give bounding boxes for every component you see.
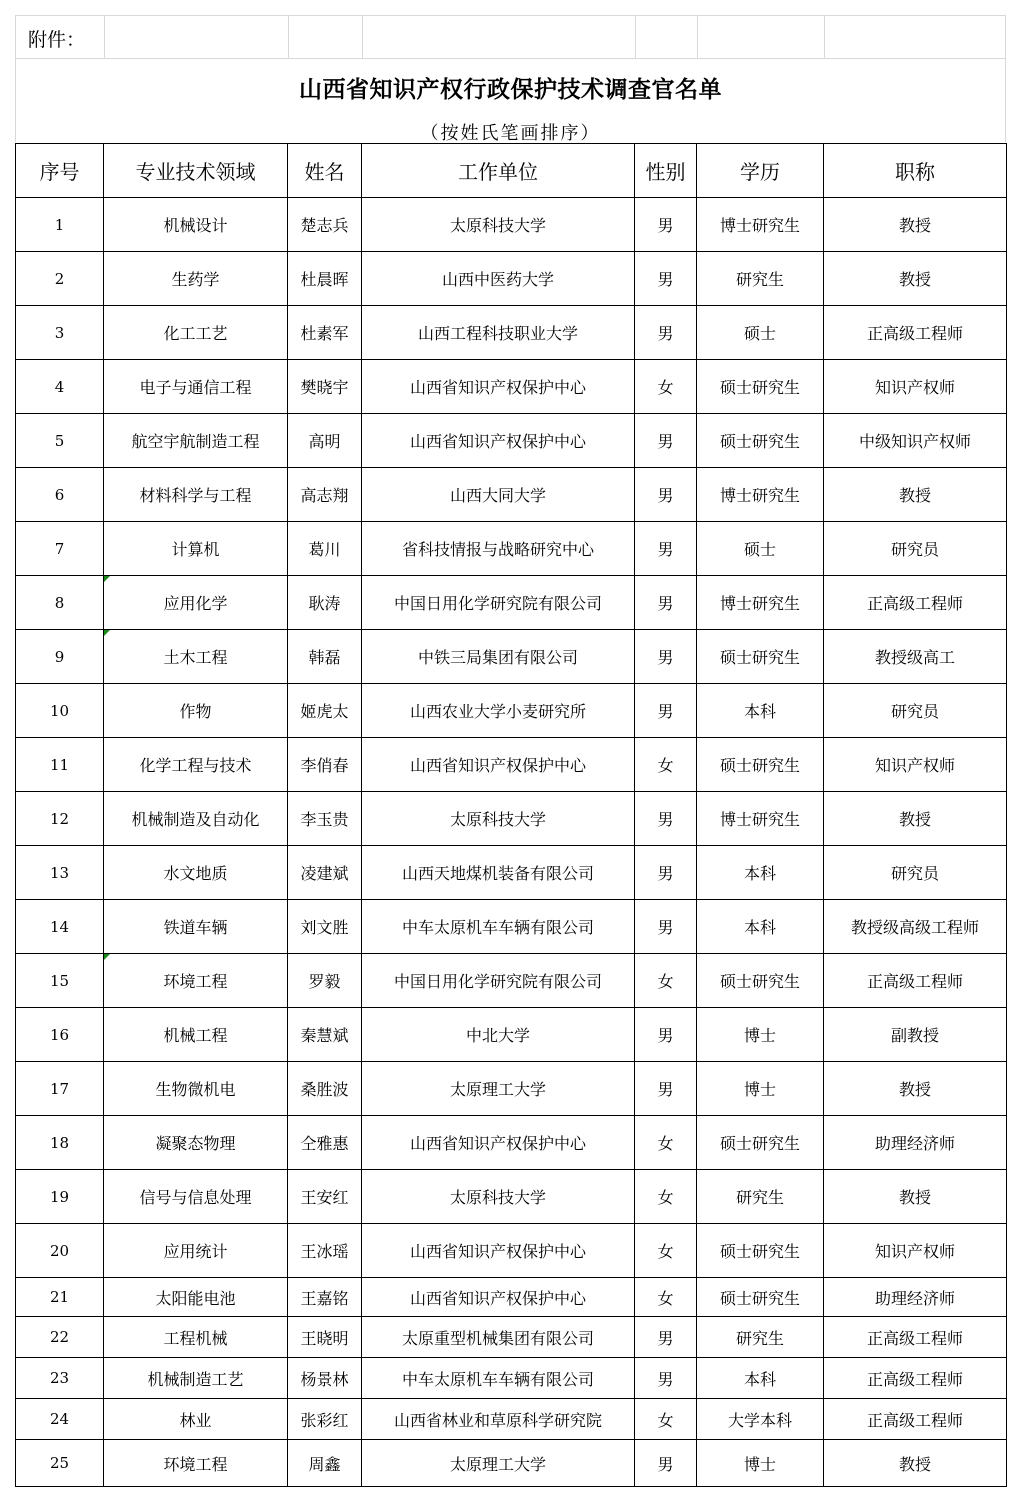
cell-education: 本科 xyxy=(697,900,824,954)
cell-gender: 男 xyxy=(635,1358,697,1399)
cell-seq: 7 xyxy=(16,522,104,576)
cell-field: 机械制造及自动化 xyxy=(104,792,288,846)
cell-title: 正高级工程师 xyxy=(824,1358,1007,1399)
cell-name: 周鑫 xyxy=(288,1440,362,1487)
cell-seq: 6 xyxy=(16,468,104,522)
cell-seq: 24 xyxy=(16,1399,104,1440)
cell-unit: 山西大同大学 xyxy=(362,468,635,522)
cell-unit: 山西省知识产权保护中心 xyxy=(362,1224,635,1278)
header-row xyxy=(16,144,1007,198)
cell-field: 机械设计 xyxy=(104,198,288,252)
cell-education: 硕士研究生 xyxy=(697,630,824,684)
header-unit: 工作单位 xyxy=(362,144,635,198)
cell-gender: 女 xyxy=(635,1278,697,1317)
table-row xyxy=(16,630,1007,684)
cell-unit: 中车太原机车车辆有限公司 xyxy=(362,900,635,954)
cell-seq: 13 xyxy=(16,846,104,900)
cell-title: 研究员 xyxy=(824,684,1007,738)
table-row xyxy=(16,1116,1007,1170)
cell-education: 硕士 xyxy=(697,306,824,360)
cell-field: 环境工程 xyxy=(104,954,288,1008)
cell-field: 水文地质 xyxy=(104,846,288,900)
cell-title: 正高级工程师 xyxy=(824,1317,1007,1358)
cell-title: 中级知识产权师 xyxy=(824,414,1007,468)
cell-seq: 5 xyxy=(16,414,104,468)
cell-field: 电子与通信工程 xyxy=(104,360,288,414)
cell-education: 硕士研究生 xyxy=(697,954,824,1008)
table-row xyxy=(16,792,1007,846)
cell-unit: 太原科技大学 xyxy=(362,1170,635,1224)
cell-gender: 女 xyxy=(635,954,697,1008)
cell-name: 王安红 xyxy=(288,1170,362,1224)
cell-title: 教授 xyxy=(824,468,1007,522)
cell-unit: 省科技情报与战略研究中心 xyxy=(362,522,635,576)
cell-title: 副教授 xyxy=(824,1008,1007,1062)
cell-gender: 男 xyxy=(635,522,697,576)
annex-label: 附件： xyxy=(28,29,86,51)
table-row xyxy=(16,1399,1007,1440)
cell-name: 凌建斌 xyxy=(288,846,362,900)
roster-body xyxy=(16,198,1007,1487)
table-row xyxy=(16,1062,1007,1116)
cell-field: 太阳能电池 xyxy=(104,1278,288,1317)
cell-title: 正高级工程师 xyxy=(824,1399,1007,1440)
cell-seq: 9 xyxy=(16,630,104,684)
cell-education: 博士 xyxy=(697,1008,824,1062)
cell-seq: 1 xyxy=(16,198,104,252)
cell-title: 教授 xyxy=(824,792,1007,846)
cell-name: 高明 xyxy=(288,414,362,468)
header-education: 学历 xyxy=(697,144,824,198)
cell-gender: 男 xyxy=(635,198,697,252)
cell-gender: 男 xyxy=(635,468,697,522)
cell-unit: 山西省知识产权保护中心 xyxy=(362,414,635,468)
cell-name: 樊晓宇 xyxy=(288,360,362,414)
cell-field: 应用统计 xyxy=(104,1224,288,1278)
cell-education: 本科 xyxy=(697,684,824,738)
cell-title: 教授 xyxy=(824,198,1007,252)
cell-gender: 女 xyxy=(635,1170,697,1224)
cell-education: 大学本科 xyxy=(697,1399,824,1440)
cell-title: 正高级工程师 xyxy=(824,306,1007,360)
cell-education: 硕士研究生 xyxy=(697,738,824,792)
cell-seq: 14 xyxy=(16,900,104,954)
cell-unit: 山西工程科技职业大学 xyxy=(362,306,635,360)
cell-seq: 25 xyxy=(16,1440,104,1487)
cell-title: 教授级高级工程师 xyxy=(824,900,1007,954)
cell-gender: 男 xyxy=(635,792,697,846)
cell-gender: 男 xyxy=(635,630,697,684)
cell-field: 生药学 xyxy=(104,252,288,306)
cell-field: 机械工程 xyxy=(104,1008,288,1062)
cell-seq: 4 xyxy=(16,360,104,414)
header-seq: 序号 xyxy=(16,144,104,198)
table-row xyxy=(16,900,1007,954)
cell-unit: 中国日用化学研究院有限公司 xyxy=(362,576,635,630)
cell-unit: 山西省知识产权保护中心 xyxy=(362,738,635,792)
cell-name: 张彩红 xyxy=(288,1399,362,1440)
cell-name: 韩磊 xyxy=(288,630,362,684)
cell-name: 楚志兵 xyxy=(288,198,362,252)
cell-title: 知识产权师 xyxy=(824,360,1007,414)
table-row xyxy=(16,846,1007,900)
cell-field: 材料科学与工程 xyxy=(104,468,288,522)
cell-seq: 17 xyxy=(16,1062,104,1116)
cell-name: 王嘉铭 xyxy=(288,1278,362,1317)
table-row xyxy=(16,252,1007,306)
cell-seq: 3 xyxy=(16,306,104,360)
roster-table xyxy=(15,143,1007,1487)
cell-field: 化工工艺 xyxy=(104,306,288,360)
cell-unit: 太原理工大学 xyxy=(362,1440,635,1487)
cell-name: 李俏春 xyxy=(288,738,362,792)
header-gender: 性别 xyxy=(635,144,697,198)
cell-education: 博士研究生 xyxy=(697,468,824,522)
cell-unit: 中铁三局集团有限公司 xyxy=(362,630,635,684)
table-row xyxy=(16,1008,1007,1062)
table-row xyxy=(16,522,1007,576)
cell-field: 计算机 xyxy=(104,522,288,576)
cell-title: 助理经济师 xyxy=(824,1116,1007,1170)
cell-seq: 10 xyxy=(16,684,104,738)
cell-title: 教授 xyxy=(824,1062,1007,1116)
cell-unit: 中北大学 xyxy=(362,1008,635,1062)
cell-title: 教授 xyxy=(824,252,1007,306)
annex-row xyxy=(16,15,1005,59)
page-title: 山西省知识产权行政保护技术调查官名单 xyxy=(299,76,722,103)
cell-seq: 22 xyxy=(16,1317,104,1358)
cell-gender: 男 xyxy=(635,414,697,468)
cell-seq: 19 xyxy=(16,1170,104,1224)
cell-seq: 12 xyxy=(16,792,104,846)
cell-name: 刘文胜 xyxy=(288,900,362,954)
header-title: 职称 xyxy=(824,144,1007,198)
table-row xyxy=(16,1224,1007,1278)
cell-title: 知识产权师 xyxy=(824,738,1007,792)
cell-gender: 男 xyxy=(635,1440,697,1487)
cell-name: 葛川 xyxy=(288,522,362,576)
cell-education: 本科 xyxy=(697,1358,824,1399)
cell-name: 王晓明 xyxy=(288,1317,362,1358)
table-row xyxy=(16,1440,1007,1487)
cell-title: 研究员 xyxy=(824,522,1007,576)
cell-unit: 山西天地煤机装备有限公司 xyxy=(362,846,635,900)
cell-unit: 太原科技大学 xyxy=(362,198,635,252)
cell-field: 机械制造工艺 xyxy=(104,1358,288,1399)
table-row xyxy=(16,738,1007,792)
cell-gender: 男 xyxy=(635,1008,697,1062)
cell-name: 高志翔 xyxy=(288,468,362,522)
table-row xyxy=(16,954,1007,1008)
cell-gender: 女 xyxy=(635,738,697,792)
cell-title: 正高级工程师 xyxy=(824,954,1007,1008)
table-row xyxy=(16,306,1007,360)
cell-gender: 男 xyxy=(635,1317,697,1358)
table-row xyxy=(16,1278,1007,1317)
cell-unit: 太原科技大学 xyxy=(362,792,635,846)
cell-education: 硕士研究生 xyxy=(697,1224,824,1278)
cell-title: 教授级高工 xyxy=(824,630,1007,684)
cell-name: 秦慧斌 xyxy=(288,1008,362,1062)
cell-title: 知识产权师 xyxy=(824,1224,1007,1278)
cell-field: 铁道车辆 xyxy=(104,900,288,954)
cell-field: 化学工程与技术 xyxy=(104,738,288,792)
sheet-header xyxy=(15,15,1006,142)
table-row xyxy=(16,360,1007,414)
cell-field: 工程机械 xyxy=(104,1317,288,1358)
cell-name: 杨景林 xyxy=(288,1358,362,1399)
cell-education: 本科 xyxy=(697,846,824,900)
table-row xyxy=(16,684,1007,738)
cell-unit: 山西省知识产权保护中心 xyxy=(362,1278,635,1317)
cell-name: 杜晨晖 xyxy=(288,252,362,306)
cell-name: 耿涛 xyxy=(288,576,362,630)
cell-education: 博士 xyxy=(697,1062,824,1116)
cell-education: 硕士 xyxy=(697,522,824,576)
cell-gender: 男 xyxy=(635,684,697,738)
cell-gender: 男 xyxy=(635,252,697,306)
cell-field: 林业 xyxy=(104,1399,288,1440)
cell-unit: 山西中医药大学 xyxy=(362,252,635,306)
cell-education: 博士研究生 xyxy=(697,792,824,846)
cell-education: 博士 xyxy=(697,1440,824,1487)
cell-field: 凝聚态物理 xyxy=(104,1116,288,1170)
table-row xyxy=(16,1317,1007,1358)
cell-name: 罗毅 xyxy=(288,954,362,1008)
cell-unit: 太原重型机械集团有限公司 xyxy=(362,1317,635,1358)
cell-seq: 11 xyxy=(16,738,104,792)
cell-name: 李玉贵 xyxy=(288,792,362,846)
cell-title: 研究员 xyxy=(824,846,1007,900)
cell-gender: 女 xyxy=(635,1224,697,1278)
table-row xyxy=(16,576,1007,630)
cell-gender: 男 xyxy=(635,900,697,954)
table-row xyxy=(16,468,1007,522)
cell-name: 姬虎太 xyxy=(288,684,362,738)
cell-title: 教授 xyxy=(824,1170,1007,1224)
header-name: 姓名 xyxy=(288,144,362,198)
cell-unit: 太原理工大学 xyxy=(362,1062,635,1116)
table-row xyxy=(16,414,1007,468)
cell-name: 仝雅惠 xyxy=(288,1116,362,1170)
cell-gender: 男 xyxy=(635,1062,697,1116)
cell-field: 作物 xyxy=(104,684,288,738)
page-subtitle: （按姓氏笔画排序） xyxy=(420,123,601,144)
cell-unit: 中国日用化学研究院有限公司 xyxy=(362,954,635,1008)
table-row xyxy=(16,1358,1007,1399)
cell-education: 硕士研究生 xyxy=(697,360,824,414)
cell-education: 博士研究生 xyxy=(697,198,824,252)
cell-seq: 23 xyxy=(16,1358,104,1399)
cell-education: 研究生 xyxy=(697,252,824,306)
cell-gender: 女 xyxy=(635,1116,697,1170)
header-field: 专业技术领域 xyxy=(104,144,288,198)
cell-field: 信号与信息处理 xyxy=(104,1170,288,1224)
cell-field: 土木工程 xyxy=(104,630,288,684)
cell-seq: 21 xyxy=(16,1278,104,1317)
cell-field: 航空宇航制造工程 xyxy=(104,414,288,468)
cell-seq: 2 xyxy=(16,252,104,306)
cell-name: 王冰瑶 xyxy=(288,1224,362,1278)
cell-title: 正高级工程师 xyxy=(824,576,1007,630)
cell-name: 杜素军 xyxy=(288,306,362,360)
cell-unit: 山西农业大学小麦研究所 xyxy=(362,684,635,738)
cell-gender: 男 xyxy=(635,306,697,360)
cell-field: 环境工程 xyxy=(104,1440,288,1487)
cell-unit: 山西省林业和草原科学研究院 xyxy=(362,1399,635,1440)
cell-education: 研究生 xyxy=(697,1170,824,1224)
cell-title: 助理经济师 xyxy=(824,1278,1007,1317)
cell-gender: 女 xyxy=(635,360,697,414)
cell-education: 硕士研究生 xyxy=(697,1278,824,1317)
cell-field: 应用化学 xyxy=(104,576,288,630)
cell-unit: 山西省知识产权保护中心 xyxy=(362,1116,635,1170)
cell-seq: 18 xyxy=(16,1116,104,1170)
cell-education: 硕士研究生 xyxy=(697,414,824,468)
cell-education: 硕士研究生 xyxy=(697,1116,824,1170)
cell-education: 博士研究生 xyxy=(697,576,824,630)
cell-seq: 16 xyxy=(16,1008,104,1062)
cell-seq: 8 xyxy=(16,576,104,630)
cell-gender: 男 xyxy=(635,846,697,900)
cell-seq: 15 xyxy=(16,954,104,1008)
cell-gender: 男 xyxy=(635,576,697,630)
cell-unit: 中车太原机车车辆有限公司 xyxy=(362,1358,635,1399)
table-row xyxy=(16,1170,1007,1224)
cell-seq: 20 xyxy=(16,1224,104,1278)
cell-name: 桑胜波 xyxy=(288,1062,362,1116)
table-row xyxy=(16,198,1007,252)
cell-title: 教授 xyxy=(824,1440,1007,1487)
cell-gender: 女 xyxy=(635,1399,697,1440)
cell-unit: 山西省知识产权保护中心 xyxy=(362,360,635,414)
cell-education: 研究生 xyxy=(697,1317,824,1358)
cell-field: 生物微机电 xyxy=(104,1062,288,1116)
